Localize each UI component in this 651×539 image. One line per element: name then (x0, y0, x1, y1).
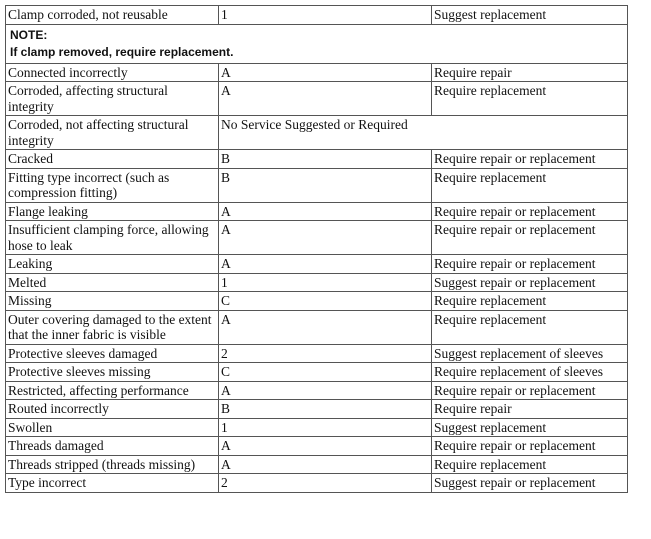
merged-status-cell: No Service Suggested or Required (219, 116, 628, 150)
code-cell: A (219, 455, 432, 474)
condition-cell: Clamp corroded, not reusable (6, 6, 219, 25)
table-row (6, 418, 628, 437)
condition-cell: Protective sleeves damaged (6, 344, 219, 363)
code-cell: 1 (219, 418, 432, 437)
condition-cell: Routed incorrectly (6, 400, 219, 419)
condition-cell: Threads damaged (6, 437, 219, 456)
table-row (6, 150, 628, 169)
note-cell (6, 24, 628, 63)
table-row (6, 6, 628, 25)
table-row (6, 255, 628, 274)
table-row (6, 474, 628, 493)
code-cell: A (219, 310, 432, 344)
code-cell: 2 (219, 474, 432, 493)
condition-cell: Restricted, affecting performance (6, 381, 219, 400)
code-cell: A (219, 221, 432, 255)
table-row (6, 437, 628, 456)
action-cell: Require repair (432, 400, 628, 419)
action-cell: Require replacement (432, 310, 628, 344)
action-cell: Require repair or replacement (432, 221, 628, 255)
code-cell: A (219, 202, 432, 221)
note-row (6, 24, 628, 63)
condition-cell: Protective sleeves missing (6, 363, 219, 382)
code-cell: A (219, 63, 432, 82)
note-title: NOTE: (10, 27, 48, 42)
code-cell: B (219, 168, 432, 202)
table-row (6, 455, 628, 474)
code-cell: A (219, 255, 432, 274)
table-row (6, 400, 628, 419)
action-cell: Require repair or replacement (432, 150, 628, 169)
action-cell: Suggest replacement (432, 6, 628, 25)
code-cell: C (219, 363, 432, 382)
table-row (6, 63, 628, 82)
table-row (6, 116, 628, 150)
condition-cell: Leaking (6, 255, 219, 274)
action-cell: Suggest repair or replacement (432, 273, 628, 292)
action-cell: Require repair or replacement (432, 202, 628, 221)
action-cell: Require repair or replacement (432, 437, 628, 456)
table-row (6, 82, 628, 116)
condition-cell: Flange leaking (6, 202, 219, 221)
action-cell: Require replacement of sleeves (432, 363, 628, 382)
action-cell: Suggest repair or replacement (432, 474, 628, 493)
inspection-table (5, 5, 628, 493)
action-cell: Require replacement (432, 455, 628, 474)
code-cell: A (219, 381, 432, 400)
condition-cell: Cracked (6, 150, 219, 169)
table-row (6, 310, 628, 344)
code-cell: C (219, 292, 432, 311)
condition-cell: Type incorrect (6, 474, 219, 493)
table-row (6, 292, 628, 311)
condition-cell: Melted (6, 273, 219, 292)
action-cell: Require repair or replacement (432, 255, 628, 274)
code-cell: A (219, 437, 432, 456)
table-row (6, 168, 628, 202)
action-cell: Require replacement (432, 292, 628, 311)
code-cell: 1 (219, 6, 432, 25)
condition-cell: Connected incorrectly (6, 63, 219, 82)
table-row (6, 344, 628, 363)
table-row (6, 363, 628, 382)
condition-cell: Corroded, not affecting structural integrity (6, 116, 219, 150)
code-cell: B (219, 150, 432, 169)
table-body (6, 6, 628, 493)
action-cell: Require replacement (432, 168, 628, 202)
action-cell: Require repair (432, 63, 628, 82)
action-cell: Require replacement (432, 82, 628, 116)
action-cell: Suggest replacement (432, 418, 628, 437)
table-row (6, 381, 628, 400)
table-row (6, 202, 628, 221)
note-text: If clamp removed, require replacement. (10, 44, 234, 59)
condition-cell: Missing (6, 292, 219, 311)
action-cell: Suggest replacement of sleeves (432, 344, 628, 363)
condition-cell: Threads stripped (threads missing) (6, 455, 219, 474)
condition-cell: Swollen (6, 418, 219, 437)
code-cell: 2 (219, 344, 432, 363)
code-cell: 1 (219, 273, 432, 292)
condition-cell: Outer covering damaged to the extent that the inner fabric is visible (6, 310, 219, 344)
table-row (6, 221, 628, 255)
code-cell: B (219, 400, 432, 419)
table-row (6, 273, 628, 292)
action-cell: Require repair or replacement (432, 381, 628, 400)
code-cell: A (219, 82, 432, 116)
condition-cell: Insufficient clamping force, allowing hose to leak (6, 221, 219, 255)
condition-cell: Corroded, affecting structural integrity (6, 82, 219, 116)
condition-cell: Fitting type incorrect (such as compression fitting) (6, 168, 219, 202)
